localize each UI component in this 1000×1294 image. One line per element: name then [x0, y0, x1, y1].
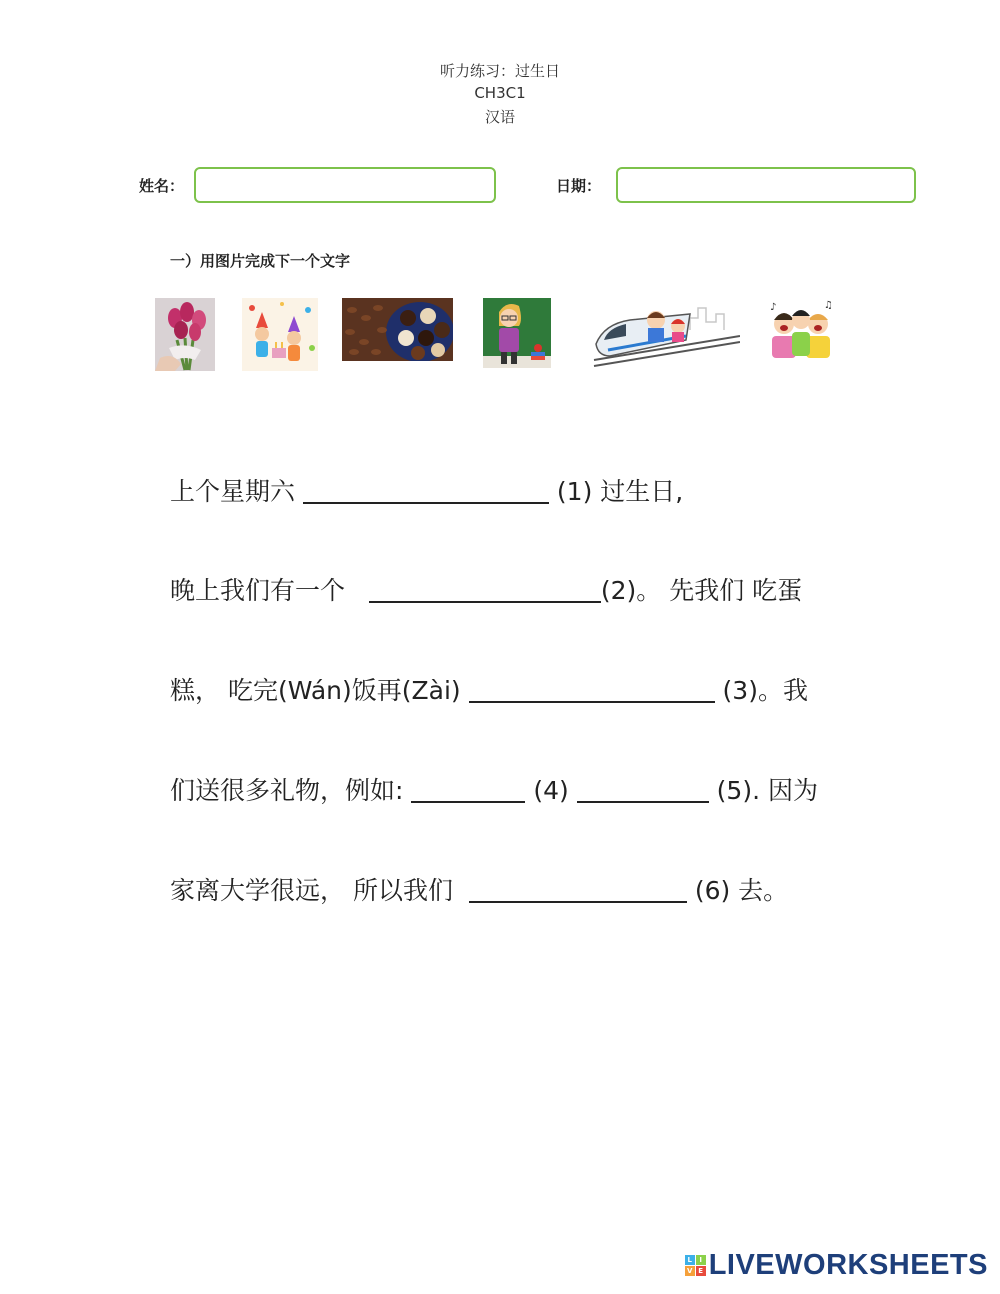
- blank-1[interactable]: [303, 476, 549, 504]
- flower-bouquet-icon: [155, 298, 215, 371]
- worksheet-title: 听力练习：过生日: [439, 62, 560, 80]
- class-code: CH3C1: [474, 84, 526, 102]
- blank-5[interactable]: [577, 775, 709, 803]
- passage-text: 晚上我们有一个: [170, 576, 346, 605]
- name-label: 姓名：: [139, 177, 185, 195]
- passage-text: (3)。我: [722, 676, 808, 705]
- logo-mark-icon: L I V E: [685, 1255, 706, 1276]
- svg-text:♫: ♫: [824, 300, 833, 311]
- logo-text: LIVEWORKSHEETS: [708, 1249, 988, 1281]
- blank-2[interactable]: [369, 575, 601, 603]
- date-field[interactable]: [616, 167, 916, 203]
- passage-line-5: [170, 871, 788, 907]
- blank-3[interactable]: [469, 675, 715, 703]
- subject-label: 汉语: [484, 108, 515, 126]
- train-icon: [590, 300, 740, 370]
- chocolates-icon: [342, 298, 453, 361]
- passage-text: (2)。 先我们 吃蛋: [600, 576, 803, 605]
- passage-line-2: [170, 571, 802, 607]
- passage-text: 糕， 吃完(Wán)饭再(Zài): [170, 676, 461, 705]
- passage-text: 家离大学很远， 所以我们: [170, 876, 453, 905]
- passage-text: (1) 过生日,: [556, 477, 684, 506]
- teacher-icon: [483, 298, 551, 368]
- passage-line-1: [170, 472, 683, 508]
- section-instruction: 一）用图片完成下一个文字: [170, 252, 351, 270]
- liveworksheets-logo: [685, 1249, 988, 1282]
- passage-text: 上个星期六: [170, 477, 296, 506]
- passage-text: (6) 去。: [694, 876, 789, 905]
- date-label: 日期：: [556, 177, 602, 195]
- name-field[interactable]: [194, 167, 496, 203]
- singing-friends-icon: [766, 298, 838, 363]
- passage-text: 们送很多礼物，例如:: [170, 776, 404, 805]
- passage-text: (5). 因为: [716, 776, 818, 805]
- blank-6[interactable]: [469, 875, 687, 903]
- birthday-party-icon: [242, 298, 318, 371]
- passage-line-3: [170, 671, 808, 707]
- passage-text: (4): [533, 776, 569, 805]
- passage-line-4: [170, 771, 818, 807]
- blank-4[interactable]: [411, 775, 525, 803]
- svg-text:♪: ♪: [770, 302, 777, 313]
